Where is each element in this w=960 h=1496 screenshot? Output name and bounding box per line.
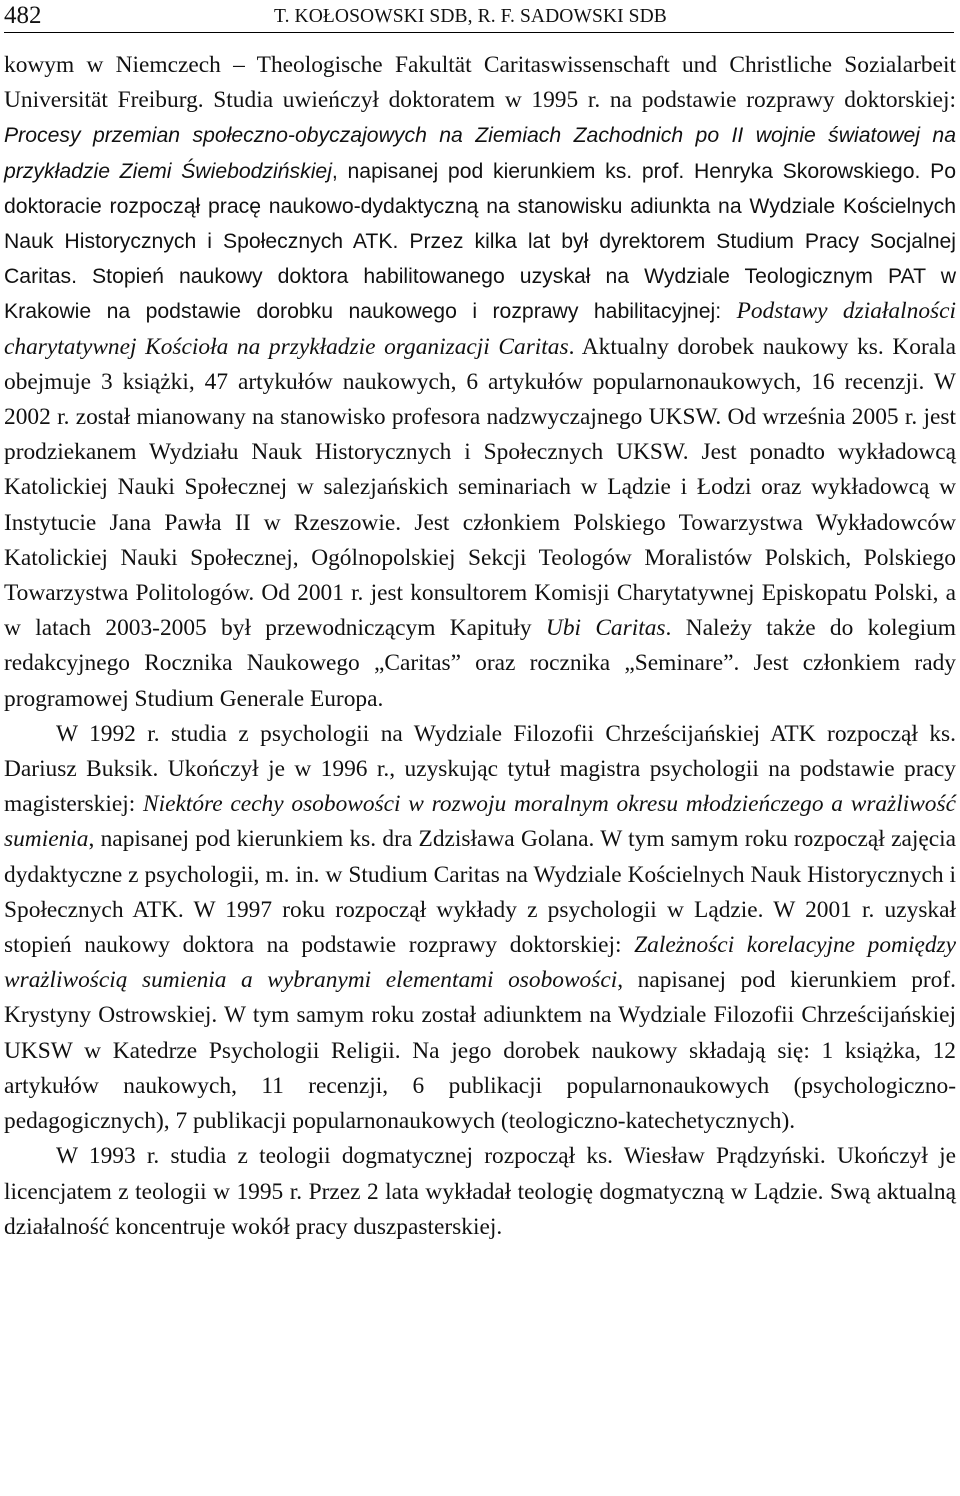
italic-title: Niektóre cechy osobowości w rozwoju moralnym okresu młodzieńczego a wrażliwość sumienia	[4, 791, 956, 853]
italic-title: Procesy przemian społeczno-obyczajowych na Ziemiach Zachodnich po II wojnie światowej na przykładzie Ziemi Świebodzińskiej	[4, 124, 956, 183]
text-span: . Aktualny dorobek naukowy ks. Korala obejmuje 3 książki, 47 artykułów naukowych, 6 artykułów popularnonaukowych, 16 recenzji. W 2002 r. został mianowany na stanowisko profesora nadzwyczajnego UKSW. Od września 2005 r. jest prodziekanem Wydziału Nauk Historycznych i Społecznych UKSW. Jest ponadto wykładowcą Katolickiej Nauki Społecznej w salezjańskich seminariach w Lądzie i Łodzi oraz wykładowcą w Instytucie Jana Pawła II w Rzeszowie. Jest członkiem Polskiego Towarzystwa Wykładowców Katolickiej Nauki Społecznej, Ogólnopolskiej Sekcji Teologów Moralistów Polskich, Polskiego Towarzystwa Politologów. Od 2001 r. jest konsultorem Komisji Charytatywnej Episkopatu Polski, a w latach 2003-2005 był przewodniczącym Kapituły	[4, 333, 957, 642]
text-span: kowym w Niemczech – Theologische Fakultät Caritaswissenschaft und Christliche Sozialarbeit Universität Freiburg. Studia uwieńczył doktoratem w 1995 r. na podstawie rozprawy doktorskiej:	[4, 52, 956, 114]
page-header	[4, 0, 954, 33]
text-span: W 1992 r. studia z psychologii na Wydziale Filozofii Chrześcijańskiej ATK rozpoczął ks. Dariusz Buksik. Ukończył je w 1996 r., uzyskując tytuł magistra psychologii na podstawie pracy magisterskiej:	[4, 720, 956, 818]
italic-title: Podstawy działalności charytatywnej Kościoła na przykładzie organizacji Caritas	[4, 298, 956, 360]
page-number: 482	[4, 2, 42, 29]
text-span: , napisanej pod kierunkiem ks. dra Zdzisława Golana. W tym samym roku rozpoczął zajęcia dydaktyczne z psychologii, m. in. w Studium Caritas na Wydziale Kościelnych Nauk Historycznych i Społecznych ATK. W 1997 roku rozpoczął wykłady z psychologii w Lądzie. W 2001 r. uzyskał stopień naukowy doktora na podstawie rozprawy doktorskiej:	[4, 826, 956, 959]
text-span: , napisanej pod kierunkiem ks. prof. Henryka Skorowskiego. Po doktoracie rozpoczął pracę naukowo-dydaktyczną na stanowisku adiunkta na Wydziale Kościelnych Nauk Historycznych i Społecznych ATK. Przez kilka lat był dyrektorem Studium Pracy Socjalnej Caritas. Stopień naukowy doktora habilitowanego uzyskał na Wydziale Teologicznym PAT w Krakowie na podstawie dorobku naukowego i rozprawy habilitacyjnej:	[4, 159, 956, 324]
italic-title: Zależności korelacyjne pomiędzy wrażliwością sumienia a wybranymi elementami osobowości	[4, 932, 957, 994]
paragraph-koral	[4, 48, 956, 717]
body-text	[4, 48, 956, 1245]
paragraph-buksik	[4, 717, 956, 1139]
text-span: . Należy także do kolegium redakcyjnego Rocznika Naukowego „Caritas” oraz rocznika „Seminare”. Jest członkiem rady programowej Studium Generale Europa.	[4, 615, 956, 712]
text-span: W 1993 r. studia z teologii dogmatycznej rozpoczął ks. Wiesław Prądzyński. Ukończył je licencjatem z teologii w 1995 r. Przez 2 lata wykładał teologię dogmatyczną w Lądzie. Swą aktualną działalność koncentruje wokół pracy duszpasterskiej.	[4, 1143, 956, 1240]
italic-title: Ubi Caritas	[545, 615, 666, 642]
text-span: , napisanej pod kierunkiem prof. Krystyny Ostrowskiej. W tym samym roku został adiunktem na Wydziale Filozofii Chrześcijańskiej UKSW w Katedrze Psychologii Religii. Na jego dorobek naukowy składają się: 1 książka, 12 artykułów naukowych, 11 recenzji, 6 publikacji popularnonaukowych (psychologiczno-pedagogicznych), 7 publikacji popularnonaukowych (teologiczno-katechetycznych).	[4, 967, 957, 1135]
paragraph-pradzynski	[4, 1139, 956, 1245]
running-head: T. KOŁOSOWSKI SDB, R. F. SADOWSKI SDB	[274, 6, 667, 27]
